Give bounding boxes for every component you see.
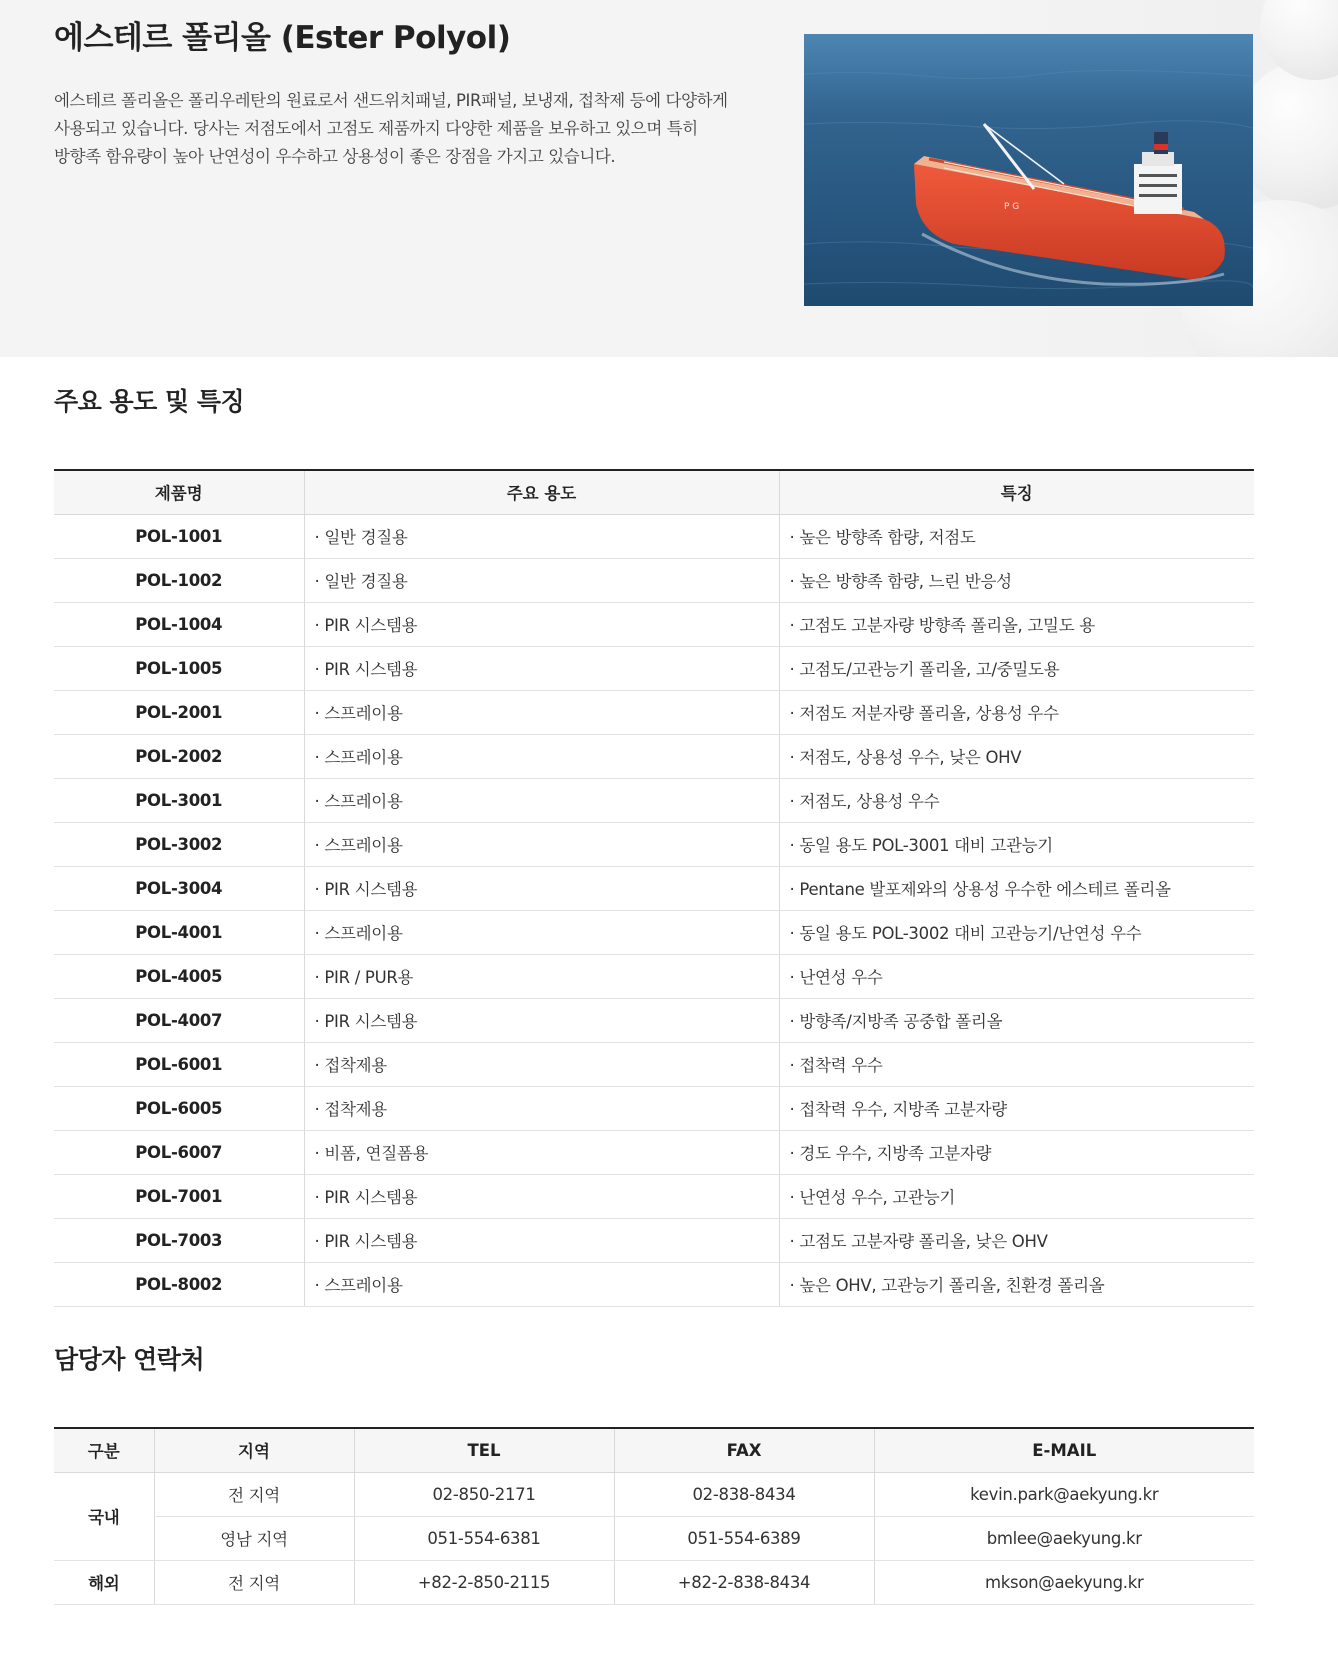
table-row — [54, 822, 1254, 866]
main-use-cell: · PIR 시스템용 — [304, 646, 779, 690]
main-use-cell: · 접착제용 — [304, 1042, 779, 1086]
header-category: 구분 — [54, 1428, 154, 1472]
product-name-cell: POL-7003 — [54, 1218, 304, 1262]
feature-cell: · 저점도, 상용성 우수, 낮은 OHV — [779, 734, 1254, 778]
contact-table — [54, 1427, 1254, 1605]
feature-cell: · 저점도, 상용성 우수 — [779, 778, 1254, 822]
header-feature: 특징 — [779, 470, 1254, 514]
table-row — [54, 954, 1254, 998]
contact-row — [54, 1560, 1254, 1604]
feature-cell: · 난연성 우수, 고관능기 — [779, 1174, 1254, 1218]
product-name-cell: POL-6005 — [54, 1086, 304, 1130]
table-row — [54, 734, 1254, 778]
description-line: 사용되고 있습니다. 당사는 저점도에서 고점도 제품까지 다양한 제품을 보유하고 있으며 특히 — [54, 119, 698, 138]
main-use-cell: · 일반 경질용 — [304, 558, 779, 602]
table-row — [54, 1042, 1254, 1086]
header-main-use: 주요 용도 — [304, 470, 779, 514]
table-row — [54, 778, 1254, 822]
contact-email-link[interactable]: mkson@aekyung.kr — [874, 1560, 1254, 1604]
feature-cell: · 저점도 저분자량 폴리올, 상용성 우수 — [779, 690, 1254, 734]
feature-cell: · 고점도/고관능기 폴리올, 고/중밀도용 — [779, 646, 1254, 690]
main-use-cell: · 비폼, 연질폼용 — [304, 1130, 779, 1174]
product-name-cell: POL-3002 — [54, 822, 304, 866]
table-row — [54, 1262, 1254, 1306]
contact-row — [54, 1516, 1254, 1560]
table-row — [54, 866, 1254, 910]
feature-cell: · 높은 방향족 함량, 저점도 — [779, 514, 1254, 558]
feature-cell: · 동일 용도 POL-3001 대비 고관능기 — [779, 822, 1254, 866]
product-name-cell: POL-6001 — [54, 1042, 304, 1086]
contact-tel[interactable]: 051-554-6381 — [354, 1516, 614, 1560]
main-use-cell: · PIR 시스템용 — [304, 866, 779, 910]
product-name-cell: POL-1001 — [54, 514, 304, 558]
header-email: E-MAIL — [874, 1428, 1254, 1472]
table-row — [54, 1218, 1254, 1262]
usage-table — [54, 469, 1254, 1307]
contact-email-link[interactable]: kevin.park@aekyung.kr — [874, 1472, 1254, 1516]
usage-section-title: 주요 용도 및 특징 — [54, 387, 245, 416]
contact-region: 전 지역 — [154, 1560, 354, 1604]
contact-fax: 02-838-8434 — [614, 1472, 874, 1516]
table-row — [54, 690, 1254, 734]
main-use-cell: · 스프레이용 — [304, 1262, 779, 1306]
feature-cell: · 접착력 우수, 지방족 고분자량 — [779, 1086, 1254, 1130]
main-use-cell: · PIR 시스템용 — [304, 602, 779, 646]
product-name-cell: POL-3001 — [54, 778, 304, 822]
hull-lettering: P G — [1004, 202, 1020, 212]
product-name-cell: POL-1005 — [54, 646, 304, 690]
contact-fax: +82-2-838-8434 — [614, 1560, 874, 1604]
product-description — [54, 87, 754, 171]
bubble-decoration — [1260, 0, 1338, 80]
table-row — [54, 998, 1254, 1042]
table-row — [54, 514, 1254, 558]
header-tel: TEL — [354, 1428, 614, 1472]
main-use-cell: · 스프레이용 — [304, 822, 779, 866]
contact-tel[interactable]: +82-2-850-2115 — [354, 1560, 614, 1604]
table-row — [54, 602, 1254, 646]
feature-cell: · 경도 우수, 지방족 고분자량 — [779, 1130, 1254, 1174]
main-use-cell: · 스프레이용 — [304, 910, 779, 954]
product-name-cell: POL-1004 — [54, 602, 304, 646]
feature-cell: · Pentane 발포제와의 상용성 우수한 에스테르 폴리올 — [779, 866, 1254, 910]
main-use-cell: · 스프레이용 — [304, 778, 779, 822]
main-use-cell: · 접착제용 — [304, 1086, 779, 1130]
description-line: 방향족 함유량이 높아 난연성이 우수하고 상용성이 좋은 장점을 가지고 있습니다. — [54, 147, 616, 166]
feature-cell: · 방향족/지방족 공중합 폴리올 — [779, 998, 1254, 1042]
contact-section-title: 담당자 연락처 — [54, 1345, 205, 1374]
contact-fax: 051-554-6389 — [614, 1516, 874, 1560]
product-name-cell: POL-1002 — [54, 558, 304, 602]
feature-cell: · 고점도 고분자량 방향족 폴리올, 고밀도 용 — [779, 602, 1254, 646]
table-row — [54, 910, 1254, 954]
domestic-label: 국내 — [54, 1472, 154, 1560]
description-line: 에스테르 폴리올은 폴리우레탄의 원료로서 샌드위치패널, PIR패널, 보냉재, 접착제 등에 다양하게 — [54, 91, 728, 110]
main-use-cell: · 스프레이용 — [304, 734, 779, 778]
table-row — [54, 646, 1254, 690]
contact-tel[interactable]: 02-850-2171 — [354, 1472, 614, 1516]
table-row — [54, 1174, 1254, 1218]
main-use-cell: · PIR / PUR용 — [304, 954, 779, 998]
overseas-label: 해외 — [54, 1560, 154, 1604]
feature-cell: · 난연성 우수 — [779, 954, 1254, 998]
feature-cell: · 접착력 우수 — [779, 1042, 1254, 1086]
feature-cell: · 높은 방향족 함량, 느린 반응성 — [779, 558, 1254, 602]
product-name-cell: POL-4005 — [54, 954, 304, 998]
product-name-cell: POL-7001 — [54, 1174, 304, 1218]
product-name-cell: POL-8002 — [54, 1262, 304, 1306]
tanker-ship-image — [804, 34, 1253, 306]
product-name-cell: POL-2002 — [54, 734, 304, 778]
page-title: 에스테르 폴리올 (Ester Polyol) — [54, 20, 511, 56]
contact-table-header — [54, 1428, 1254, 1472]
contact-email-link[interactable]: bmlee@aekyung.kr — [874, 1516, 1254, 1560]
main-use-cell: · 일반 경질용 — [304, 514, 779, 558]
contact-row — [54, 1472, 1254, 1516]
table-row — [54, 558, 1254, 602]
table-row — [54, 1086, 1254, 1130]
contact-region: 영남 지역 — [154, 1516, 354, 1560]
product-name-cell: POL-6007 — [54, 1130, 304, 1174]
main-use-cell: · PIR 시스템용 — [304, 998, 779, 1042]
feature-cell: · 고점도 고분자량 폴리올, 낮은 OHV — [779, 1218, 1254, 1262]
main-use-cell: · 스프레이용 — [304, 690, 779, 734]
header-region: 지역 — [154, 1428, 354, 1472]
header-product-name: 제품명 — [54, 470, 304, 514]
table-row — [54, 1130, 1254, 1174]
header-fax: FAX — [614, 1428, 874, 1472]
usage-table-header — [54, 470, 1254, 514]
hero-banner — [0, 0, 1338, 357]
feature-cell: · 동일 용도 POL-3002 대비 고관능기/난연성 우수 — [779, 910, 1254, 954]
contact-region: 전 지역 — [154, 1472, 354, 1516]
main-use-cell: · PIR 시스템용 — [304, 1218, 779, 1262]
product-name-cell: POL-2001 — [54, 690, 304, 734]
main-use-cell: · PIR 시스템용 — [304, 1174, 779, 1218]
product-name-cell: POL-4007 — [54, 998, 304, 1042]
product-name-cell: POL-3004 — [54, 866, 304, 910]
product-name-cell: POL-4001 — [54, 910, 304, 954]
feature-cell: · 높은 OHV, 고관능기 폴리올, 친환경 폴리올 — [779, 1262, 1254, 1306]
